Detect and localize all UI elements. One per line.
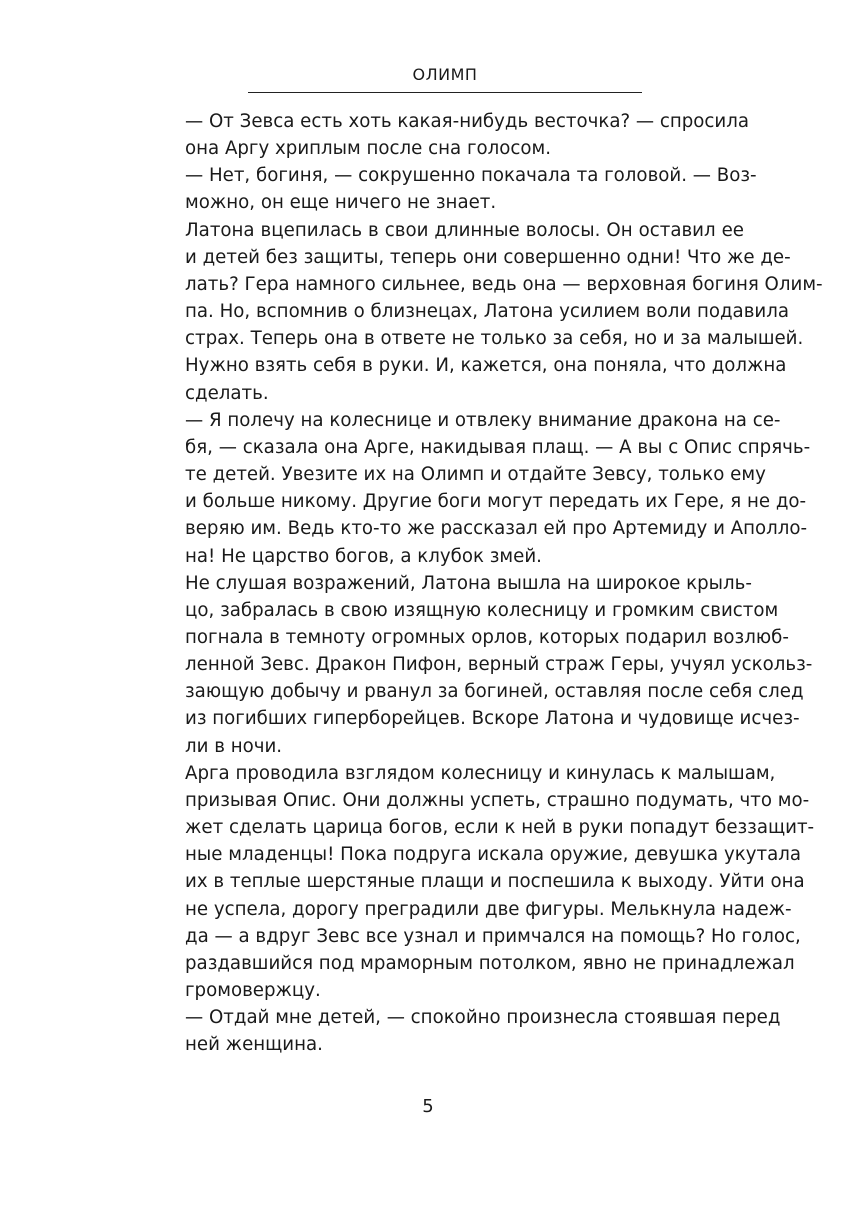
paragraph — [149, 108, 750, 162]
text-line: — Нет, богиня, — сокрушенно покачала та головой. — Воз- — [185, 165, 757, 187]
text-line: погнала в темноту огромных орлов, которых подарил возлюб- — [185, 626, 789, 648]
text-line: па. Но, вспомнив о близнецах, Латона усилием воли подавила — [185, 301, 790, 323]
text-line: да — а вдруг Зевс все узнал и примчался на помощь? Но голос, — [185, 925, 801, 947]
text-line: — От Зевса есть хоть какая-нибудь весточка? — спросила — [185, 111, 750, 132]
text-line: — Я полечу на колеснице и отвлеку внимание дракона на се- — [185, 409, 781, 431]
text-line: Нужно взять себя в руки. И, кажется, она поняла, что должна — [185, 355, 787, 377]
text-line: на! Не царство богов, а клубок змей. — [185, 545, 542, 567]
text-line: лать? Гера намного сильнее, ведь она — верховная богиня Олим- — [185, 273, 823, 295]
text-line: ней женщина. — [185, 1034, 323, 1056]
body-text — [149, 108, 823, 1058]
text-line: не успела, дорогу преградили две фигуры. Мелькнула надеж- — [185, 898, 792, 920]
paragraph — [149, 217, 823, 407]
page-number: 5 — [422, 1096, 434, 1117]
text-line: можно, он еще ничего не знает. — [185, 192, 497, 214]
text-line: громовержцу. — [185, 980, 321, 1001]
header-rule — [248, 92, 642, 93]
text-line: ли в ночи. — [185, 735, 283, 757]
paragraph — [149, 407, 811, 570]
text-line: их в теплые шерстяные плащи и поспешила к выходу. Уйти она — [185, 871, 805, 893]
text-line: цо, забралась в свою изящную колесницу и громким свистом — [185, 599, 779, 621]
running-title: ОЛИМП — [412, 65, 478, 84]
text-line: бя, — сказала она Арге, накидывая плащ. — А вы с Опис спрячь- — [185, 436, 811, 458]
paragraph — [149, 1004, 781, 1058]
paragraph — [149, 162, 757, 216]
text-line: сделать. — [185, 382, 269, 404]
text-line: зающую добычу и рванул за богиней, оставляя после себя след — [185, 681, 804, 703]
text-line: Арга проводила взглядом колесницу и кинулась к малышам, — [185, 762, 776, 784]
text-line: призывая Опис. Они должны успеть, страшно подумать, что мо- — [185, 789, 810, 811]
text-line: и больше никому. Другие боги могут передать их Гере, я не до- — [185, 491, 807, 513]
text-line: веряю им. Ведь кто-то же рассказал ей про Артемиду и Аполло- — [185, 518, 808, 540]
text-line: ленной Зевс. Дракон Пифон, верный страж Геры, учуял ускольз- — [185, 654, 813, 676]
text-line: Не слушая возражений, Латона вышла на широкое крыль- — [185, 572, 752, 594]
paragraph — [149, 760, 815, 1004]
text-line: Латона вцепилась в свои длинные волосы. Он оставил ее — [185, 219, 744, 241]
text-line: — Отдай мне детей, — спокойно произнесла стоявшая перед — [185, 1007, 781, 1029]
text-line: страх. Теперь она в ответе не только за себя, но и за малышей. — [185, 328, 804, 350]
text-line: и детей без защиты, теперь они совершенно одни! Что же де- — [185, 246, 791, 268]
text-line: она Аргу хриплым после сна голосом. — [185, 138, 552, 160]
text-line: ные младенцы! Пока подруга искала оружие, девушка укутала — [185, 844, 801, 866]
text-line: из погибших гиперборейцев. Вскоре Латона и чудовище исчез- — [185, 708, 800, 730]
paragraph — [149, 570, 813, 760]
text-line: раздавшийся под мраморным потолком, явно не принадлежал — [185, 952, 795, 974]
text-line: те детей. Увезите их на Олимп и отдайте Зевсу, только ему — [185, 464, 766, 486]
text-line: жет сделать царица богов, если к ней в руки попадут беззащит- — [185, 817, 815, 839]
